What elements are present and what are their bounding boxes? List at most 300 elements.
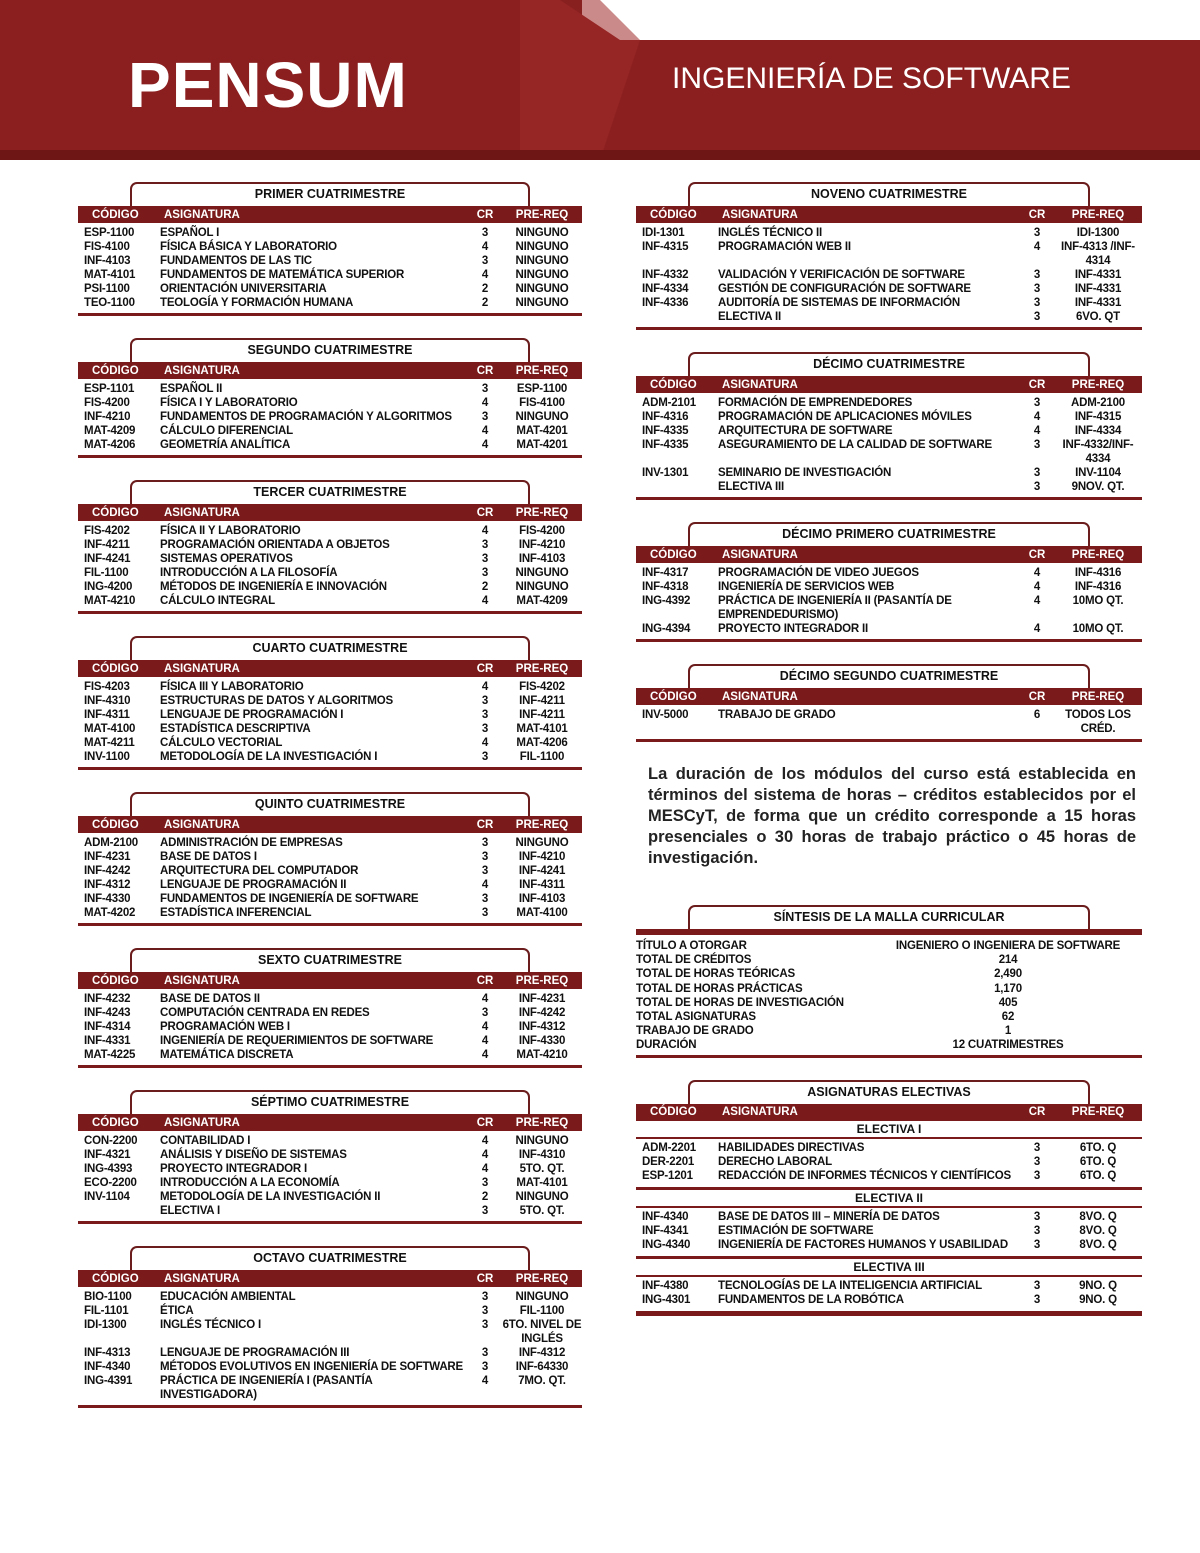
course-prereq: INF-4315 — [1074, 411, 1122, 423]
course-code: ING-4301 — [642, 1293, 691, 1306]
course-name: FUNDAMENTOS DE LA ROBÓTICA — [718, 1293, 904, 1306]
course-credits: 3 — [481, 865, 489, 877]
course-row — [78, 1048, 582, 1062]
course-code: INF-4330 — [84, 893, 131, 905]
course-prereq: NINGUNO — [515, 567, 569, 579]
course-name: BASE DE DATOS III – MINERÍA DE DATOS — [718, 1210, 940, 1223]
course-name: METODOLOGÍA DE LA INVESTIGACIÓN II — [160, 1191, 381, 1203]
course-row — [78, 1304, 582, 1318]
course-prereq: 8VO. Q — [1079, 1210, 1117, 1223]
course-credits: 4 — [1033, 581, 1041, 593]
course-prereq: 9NOV. QT. — [1071, 481, 1125, 493]
course-code: FIS-4202 — [84, 525, 130, 537]
course-prereq: NINGUNO — [515, 581, 569, 593]
banner-bottom-band — [0, 150, 1200, 160]
header-prereq: PRE-REQ — [515, 974, 569, 987]
course-credits: 3 — [481, 255, 489, 267]
course-credits: 4 — [481, 993, 489, 1005]
synthesis-value: 12 CUATRIMESTRES — [952, 1039, 1064, 1052]
table-header-row — [78, 206, 582, 223]
course-row — [636, 438, 1142, 466]
header-subject: ASIGNATURA — [164, 364, 240, 377]
course-row — [78, 382, 582, 396]
course-prereq: FIS-4100 — [519, 397, 565, 409]
synthesis-label: TOTAL DE HORAS PRÁCTICAS — [636, 982, 803, 995]
semester-block — [78, 792, 582, 926]
course-credits: 3 — [481, 1177, 489, 1189]
course-row — [636, 580, 1142, 594]
elective-rows — [636, 1139, 1142, 1190]
course-credits: 3 — [481, 1205, 489, 1217]
synthesis-label: TRABAJO DE GRADO — [636, 1025, 754, 1038]
header-prereq: PRE-REQ — [515, 1116, 569, 1129]
course-prereq: NINGUNO — [515, 269, 569, 281]
course-row — [636, 282, 1142, 296]
course-prereq: FIL-1100 — [519, 1305, 565, 1317]
course-name: FUNDAMENTOS DE LAS TIC — [160, 255, 312, 267]
semester-rows — [636, 563, 1142, 642]
header-code: CÓDIGO — [92, 364, 139, 377]
course-row — [636, 594, 1142, 622]
section-tab — [688, 664, 1090, 688]
course-credits: 4 — [481, 425, 489, 437]
course-row — [636, 466, 1142, 480]
course-code: ING-4393 — [84, 1163, 133, 1175]
course-row — [78, 750, 582, 764]
course-row — [636, 708, 1142, 736]
course-code: INF-4314 — [84, 1021, 131, 1033]
header-credits: CR — [1028, 208, 1046, 221]
course-code: FIS-4203 — [84, 681, 130, 693]
course-prereq: NINGUNO — [515, 283, 569, 295]
section-tab — [130, 338, 530, 362]
course-row — [78, 680, 582, 694]
course-credits: 3 — [481, 1347, 489, 1359]
course-credits: 3 — [481, 1007, 489, 1019]
course-name: INGLÉS TÉCNICO II — [718, 227, 822, 239]
course-row — [636, 226, 1142, 240]
page-title: PENSUM — [128, 49, 408, 121]
course-name: MATEMÁTICA DISCRETA — [160, 1049, 294, 1061]
header-subject: ASIGNATURA — [722, 690, 798, 703]
elective-rows — [636, 1277, 1142, 1316]
course-name: PROGRAMACIÓN WEB I — [160, 1021, 290, 1033]
course-credits: 3 — [1033, 1238, 1041, 1251]
semester-rows — [78, 833, 582, 926]
header-credits: CR — [476, 364, 494, 377]
course-name: INGENIERÍA DE SERVICIOS WEB — [718, 581, 895, 593]
header-subject: ASIGNATURA — [722, 1106, 798, 1119]
course-credits: 4 — [481, 1163, 489, 1175]
course-prereq: INF-4331 — [1074, 297, 1122, 309]
course-code: INV-1104 — [84, 1191, 130, 1203]
header-credits: CR — [476, 506, 494, 519]
course-code: INF-4335 — [642, 425, 689, 437]
semester-block — [78, 480, 582, 614]
section-title: DÉCIMO PRIMERO CUATRIMESTRE — [688, 522, 1090, 546]
course-code: MAT-4209 — [84, 425, 136, 437]
course-credits: 4 — [1033, 623, 1041, 635]
course-prereq: IDI-1300 — [1076, 227, 1120, 239]
course-row — [636, 1238, 1142, 1252]
course-prereq: NINGUNO — [515, 1135, 569, 1147]
course-row — [636, 566, 1142, 580]
course-prereq: ESP-1100 — [516, 383, 568, 395]
course-prereq: INF-4330 — [518, 1035, 566, 1047]
course-prereq: MAT-4101 — [516, 723, 568, 735]
header-subject: ASIGNATURA — [164, 1116, 240, 1129]
course-row — [78, 396, 582, 410]
elective-group-title: ELECTIVA I — [636, 1121, 1142, 1139]
semester-rows — [78, 677, 582, 770]
course-prereq: INF-4332/INF-4334 — [1062, 439, 1134, 465]
course-name: LENGUAJE DE PROGRAMACIÓN I — [160, 709, 344, 721]
header-code: CÓDIGO — [92, 818, 139, 831]
course-name: ARQUITECTURA DE SOFTWARE — [718, 425, 893, 437]
elective-group-title: ELECTIVA II — [636, 1190, 1142, 1208]
course-name: COMPUTACIÓN CENTRADA EN REDES — [160, 1007, 370, 1019]
course-row — [636, 480, 1142, 494]
course-row — [636, 268, 1142, 282]
course-name: DERECHO LABORAL — [718, 1155, 832, 1168]
course-row — [636, 396, 1142, 410]
course-code: INF-4318 — [642, 581, 689, 593]
semester-block — [636, 352, 1142, 500]
course-code: ING-4200 — [84, 581, 133, 593]
header-credits: CR — [476, 974, 494, 987]
page-subtitle: INGENIERÍA DE SOFTWARE — [672, 62, 1071, 95]
synthesis-rows — [636, 935, 1142, 1058]
semester-block — [78, 182, 582, 316]
course-prereq: INF-4241 — [518, 865, 566, 877]
header-credits: CR — [1028, 548, 1046, 561]
table-header-row — [78, 660, 582, 677]
course-credits: 3 — [1033, 1141, 1041, 1154]
course-row — [78, 1346, 582, 1360]
course-name: BASE DE DATOS I — [160, 851, 257, 863]
course-row — [78, 594, 582, 608]
course-code: ADM-2101 — [642, 397, 697, 409]
course-prereq: FIL-1100 — [519, 751, 565, 763]
course-name: TEOLOGÍA Y FORMACIÓN HUMANA — [160, 297, 354, 309]
course-prereq: 6TO. Q — [1079, 1155, 1117, 1168]
course-prereq: INF-4312 — [518, 1347, 566, 1359]
synthesis-row — [636, 1024, 1142, 1038]
course-credits: 3 — [1033, 269, 1041, 281]
course-prereq: 6TO. NIVEL DE INGLÉS — [502, 1319, 582, 1345]
course-name: ESTRUCTURAS DE DATOS Y ALGORITMOS — [160, 695, 394, 707]
course-row — [78, 906, 582, 920]
header-prereq: PRE-REQ — [1071, 690, 1125, 703]
course-credits: 3 — [481, 893, 489, 905]
course-row — [78, 878, 582, 892]
course-prereq: 10MO QT. — [1072, 595, 1124, 607]
course-name: SISTEMAS OPERATIVOS — [160, 553, 293, 565]
course-name: CONTABILIDAD I — [160, 1135, 251, 1147]
course-prereq: INV-1104 — [1075, 467, 1121, 479]
header-banner — [0, 0, 1200, 160]
synthesis-row — [636, 982, 1142, 996]
header-code: CÓDIGO — [650, 1106, 697, 1119]
course-credits: 3 — [1033, 1224, 1041, 1237]
synthesis-label: TÍTULO A OTORGAR — [636, 940, 747, 952]
section-tab — [688, 352, 1090, 376]
course-credits: 6 — [1033, 709, 1041, 721]
course-row — [636, 424, 1142, 438]
course-name: FÍSICA I Y LABORATORIO — [160, 397, 298, 409]
header-code: CÓDIGO — [92, 1116, 139, 1129]
course-credits: 3 — [1033, 467, 1041, 479]
course-code: INF-4243 — [84, 1007, 131, 1019]
synthesis-block — [636, 905, 1142, 1058]
course-credits: 3 — [481, 751, 489, 763]
course-code: PSI-1100 — [84, 283, 130, 295]
course-code: BIO-1100 — [84, 1291, 132, 1303]
synthesis-row — [636, 967, 1142, 981]
course-name: PROGRAMACIÓN DE VIDEO JUEGOS — [718, 567, 919, 579]
section-tab — [130, 948, 530, 972]
course-credits: 4 — [481, 525, 489, 537]
course-credits: 3 — [481, 567, 489, 579]
synthesis-value: 405 — [998, 996, 1018, 1009]
semester-block — [78, 948, 582, 1068]
section-title: SÉPTIMO CUATRIMESTRE — [130, 1090, 530, 1114]
course-prereq: INF-4210 — [518, 539, 566, 551]
course-name: GEOMETRÍA ANALÍTICA — [160, 439, 291, 451]
header-code: CÓDIGO — [650, 208, 697, 221]
course-code: INF-4312 — [84, 879, 131, 891]
semester-rows — [78, 989, 582, 1068]
left-column — [78, 182, 582, 1430]
course-code: INF-4340 — [84, 1361, 131, 1373]
course-code: ING-4392 — [642, 595, 691, 607]
synthesis-value: 214 — [998, 954, 1018, 967]
course-name: AUDITORÍA DE SISTEMAS DE INFORMACIÓN — [718, 297, 960, 309]
course-prereq: MAT-4100 — [516, 907, 568, 919]
course-name: FUNDAMENTOS DE INGENIERÍA DE SOFTWARE — [160, 893, 419, 905]
section-title: SÍNTESIS DE LA MALLA CURRICULAR — [688, 905, 1090, 929]
course-prereq: INF-4316 — [1074, 567, 1122, 579]
synthesis-row — [636, 1010, 1142, 1024]
course-name: ELECTIVA I — [160, 1205, 220, 1217]
section-title: OCTAVO CUATRIMESTRE — [130, 1246, 530, 1270]
course-credits: 3 — [1033, 1169, 1041, 1182]
course-name: ESPAÑOL II — [160, 383, 223, 395]
section-tab — [130, 1246, 530, 1270]
course-credits: 3 — [1033, 397, 1041, 409]
section-title: NOVENO CUATRIMESTRE — [688, 182, 1090, 206]
course-credits: 4 — [481, 1035, 489, 1047]
semester-block — [78, 1090, 582, 1224]
course-code: FIS-4100 — [84, 241, 130, 253]
course-name: LENGUAJE DE PROGRAMACIÓN II — [160, 879, 347, 891]
semester-rows — [78, 1131, 582, 1224]
course-row — [78, 424, 582, 438]
section-title: DÉCIMO CUATRIMESTRE — [688, 352, 1090, 376]
course-code — [636, 310, 716, 324]
synthesis-label: TOTAL DE HORAS TEÓRICAS — [636, 968, 795, 981]
synthesis-value: INGENIERO O INGENIERA DE SOFTWARE — [895, 940, 1121, 952]
elective-rows — [636, 1208, 1142, 1259]
course-prereq: INF-4103 — [518, 893, 566, 905]
course-prereq: INF-4316 — [1074, 581, 1122, 593]
course-code: MAT-4206 — [84, 439, 136, 451]
course-name: ESPAÑOL I — [160, 227, 220, 239]
section-tab — [688, 522, 1090, 546]
course-row — [636, 1224, 1142, 1238]
course-credits: 3 — [481, 227, 489, 239]
course-code: TEO-1100 — [84, 297, 135, 309]
course-prereq: 6TO. Q — [1079, 1141, 1117, 1154]
header-prereq: PRE-REQ — [515, 662, 569, 675]
course-name: MÉTODOS EVOLUTIVOS EN INGENIERÍA DE SOFTWARE — [160, 1361, 464, 1373]
semester-block — [78, 636, 582, 770]
course-name: EDUCACIÓN AMBIENTAL — [160, 1291, 296, 1303]
course-credits: 2 — [481, 581, 489, 593]
course-credits: 4 — [481, 879, 489, 891]
section-title: CUARTO CUATRIMESTRE — [130, 636, 530, 660]
course-code: INF-4103 — [84, 255, 131, 267]
course-code: CON-2200 — [84, 1135, 138, 1147]
course-credits: 3 — [481, 723, 489, 735]
course-code: DER-2201 — [642, 1155, 695, 1168]
course-code: ECO-2200 — [84, 1177, 137, 1189]
course-code: INF-4340 — [642, 1210, 689, 1223]
header-subject: ASIGNATURA — [722, 548, 798, 561]
course-prereq: NINGUNO — [515, 227, 569, 239]
header-credits: CR — [1028, 1106, 1046, 1119]
course-row — [636, 240, 1142, 268]
header-code: CÓDIGO — [650, 378, 697, 391]
course-name: TECNOLOGÍAS DE LA INTELIGENCIA ARTIFICIAL — [718, 1279, 982, 1292]
course-prereq: INF-4211 — [519, 695, 565, 707]
course-name: HABILIDADES DIRECTIVAS — [718, 1141, 865, 1154]
course-code: INF-4332 — [642, 269, 689, 281]
header-subject: ASIGNATURA — [164, 974, 240, 987]
synthesis-row — [636, 996, 1142, 1010]
course-code: ING-4391 — [84, 1375, 133, 1387]
section-tab — [130, 792, 530, 816]
course-prereq: MAT-4201 — [516, 439, 568, 451]
course-name: LENGUAJE DE PROGRAMACIÓN III — [160, 1347, 350, 1359]
table-header-row — [636, 1104, 1142, 1121]
course-name: FÍSICA II Y LABORATORIO — [160, 525, 301, 537]
course-credits: 4 — [481, 595, 489, 607]
table-header-row — [78, 972, 582, 989]
course-name: PROGRAMACIÓN ORIENTADA A OBJETOS — [160, 539, 390, 551]
section-title: DÉCIMO SEGUNDO CUATRIMESTRE — [688, 664, 1090, 688]
course-code: ESP-1100 — [84, 227, 135, 239]
course-code: INV-5000 — [642, 709, 689, 721]
course-name: CÁLCULO DIFERENCIAL — [160, 425, 293, 437]
course-prereq: 10MO QT. — [1072, 623, 1124, 635]
course-credits: 3 — [481, 411, 489, 423]
course-code — [78, 1204, 158, 1218]
course-code: ESP-1201 — [642, 1169, 693, 1182]
section-title: TERCER CUATRIMESTRE — [130, 480, 530, 504]
course-name: METODOLOGÍA DE LA INVESTIGACIÓN I — [160, 751, 378, 763]
course-code: INF-4336 — [642, 297, 689, 309]
course-prereq: INF-4331 — [1074, 269, 1122, 281]
course-row — [636, 1279, 1142, 1293]
course-credits: 3 — [481, 383, 489, 395]
course-name: CÁLCULO INTEGRAL — [160, 595, 275, 607]
course-credits: 4 — [481, 1375, 489, 1387]
course-row — [78, 524, 582, 538]
course-credits: 3 — [481, 1319, 489, 1331]
semester-block — [78, 338, 582, 458]
course-prereq: INF-4311 — [519, 879, 565, 891]
course-row — [78, 552, 582, 566]
table-header-row — [636, 546, 1142, 563]
course-name: GESTIÓN DE CONFIGURACIÓN DE SOFTWARE — [718, 283, 971, 295]
table-header-row — [78, 1270, 582, 1287]
course-row — [78, 282, 582, 296]
section-title: SEXTO CUATRIMESTRE — [130, 948, 530, 972]
course-name: PRÁCTICA DE INGENIERÍA II (PASANTÍA DE EMPRENDEDURISMO) — [718, 595, 952, 621]
course-name: REDACCIÓN DE INFORMES TÉCNICOS Y CIENTÍFICOS — [718, 1169, 1011, 1182]
course-row — [78, 296, 582, 310]
course-row — [78, 722, 582, 736]
electives-block — [636, 1080, 1142, 1316]
course-row — [78, 892, 582, 906]
course-credits: 3 — [1033, 439, 1041, 451]
table-header-row — [78, 504, 582, 521]
header-prereq: PRE-REQ — [1071, 548, 1125, 561]
course-credits: 3 — [481, 695, 489, 707]
header-code: CÓDIGO — [92, 506, 139, 519]
course-name: PROYECTO INTEGRADOR II — [718, 623, 869, 635]
course-row — [636, 296, 1142, 310]
course-row — [78, 1190, 582, 1204]
header-credits: CR — [1028, 690, 1046, 703]
course-credits: 4 — [1033, 411, 1041, 423]
course-name: BASE DE DATOS II — [160, 993, 260, 1005]
header-credits: CR — [476, 1116, 494, 1129]
course-credits: 4 — [481, 241, 489, 253]
header-code: CÓDIGO — [650, 690, 697, 703]
course-credits: 3 — [481, 1361, 489, 1373]
semester-rows — [78, 223, 582, 316]
synthesis-row — [636, 939, 1142, 953]
course-name: PROGRAMACIÓN WEB II — [718, 241, 851, 253]
course-credits: 2 — [481, 283, 489, 295]
semester-rows — [636, 393, 1142, 500]
header-subject: ASIGNATURA — [164, 662, 240, 675]
course-name: PRÁCTICA DE INGENIERÍA I (PASANTÍA INVESTIGADORA) — [160, 1375, 373, 1401]
section-title: ASIGNATURAS ELECTIVAS — [688, 1080, 1090, 1104]
header-credits: CR — [476, 208, 494, 221]
synthesis-label: DURACIÓN — [636, 1039, 697, 1052]
course-row — [78, 850, 582, 864]
header-code: CÓDIGO — [92, 662, 139, 675]
course-credits: 3 — [481, 709, 489, 721]
course-prereq: INF-4310 — [518, 1149, 566, 1161]
course-name: PROGRAMACIÓN DE APLICACIONES MÓVILES — [718, 411, 972, 423]
course-name: FORMACIÓN DE EMPRENDEDORES — [718, 397, 913, 409]
course-credits: 2 — [481, 297, 489, 309]
course-row — [78, 1134, 582, 1148]
table-header-row — [78, 816, 582, 833]
course-code: MAT-4101 — [84, 269, 136, 281]
course-row — [78, 1374, 582, 1402]
course-prereq: 5TO. QT. — [519, 1205, 565, 1217]
course-name: INTRODUCCIÓN A LA ECONOMÍA — [160, 1177, 340, 1189]
course-credits: 4 — [1033, 595, 1041, 607]
course-name: FUNDAMENTOS DE MATEMÁTICA SUPERIOR — [160, 269, 405, 281]
course-name: ESTADÍSTICA INFERENCIAL — [160, 907, 312, 919]
course-code: INF-4316 — [642, 411, 689, 423]
